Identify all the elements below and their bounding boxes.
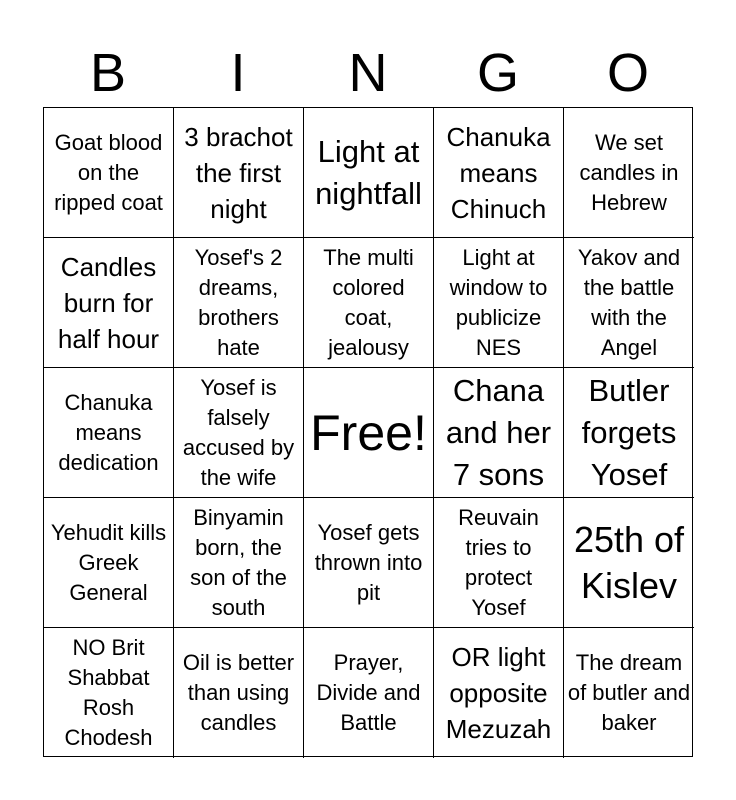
bingo-cell-4-0[interactable] (44, 628, 174, 758)
bingo-cell-4-4[interactable] (564, 628, 694, 758)
cell-text: Chanuka means dedication (58, 389, 159, 475)
cell-text: Reuvain tries to protect Yosef (458, 504, 539, 620)
cell-text: OR light opposite Mezuzah (445, 642, 552, 744)
bingo-cell-3-0[interactable] (44, 498, 174, 628)
cell-text: 3 brachot the first night (184, 121, 293, 224)
cell-text: Yosef is falsely accused by the wife (182, 374, 295, 490)
header-letter-i: I (230, 43, 246, 103)
cell-text: Candles burn for half hour (57, 251, 160, 354)
bingo-cell-2-3[interactable] (434, 368, 564, 498)
cell-text: Light at window to publicize NES (449, 244, 548, 360)
bingo-cell-1-3[interactable] (434, 238, 564, 368)
cell-text: Yakov and the battle with the Angel (577, 244, 681, 360)
cell-text: NO Brit Shabbat Rosh Chodesh (64, 635, 153, 750)
cell-text: The multi colored coat, jealousy (323, 244, 414, 360)
cell-text: 25th of Kislev (573, 518, 685, 606)
cell-text: Goat blood on the ripped coat (54, 129, 163, 215)
bingo-cell-3-3[interactable] (434, 498, 564, 628)
bingo-cell-1-1[interactable] (174, 238, 304, 368)
bingo-cell-2-4[interactable] (564, 368, 694, 498)
cell-text: Binyamin born, the son of the south (190, 504, 287, 620)
bingo-cell-4-2[interactable] (304, 628, 434, 758)
free-space-cell[interactable] (304, 368, 434, 498)
cell-text: Chanuka means Chinuch (446, 121, 551, 224)
bingo-cell-0-4[interactable] (564, 108, 694, 238)
bingo-cell-1-4[interactable] (564, 238, 694, 368)
header-letter-n: N (348, 43, 388, 103)
cell-text: Prayer, Divide and Battle (316, 650, 421, 735)
cell-text: Butler forgets Yosef (581, 372, 677, 492)
bingo-cell-0-3[interactable] (434, 108, 564, 238)
cell-text: Chana and her 7 sons (445, 372, 552, 492)
bingo-cell-0-0[interactable] (44, 108, 174, 238)
bingo-cell-2-1[interactable] (174, 368, 304, 498)
bingo-cell-0-2[interactable] (304, 108, 434, 238)
free-space-label: Free! (310, 404, 427, 461)
header-letter-o: O (606, 43, 649, 103)
bingo-board (43, 107, 693, 757)
header-letter-g: G (476, 43, 519, 103)
bingo-cell-3-2[interactable] (304, 498, 434, 628)
bingo-cell-2-0[interactable] (44, 368, 174, 498)
cell-text: We set candles in Hebrew (579, 129, 679, 215)
bingo-cell-4-1[interactable] (174, 628, 304, 758)
cell-text: The dream of butler and baker (567, 650, 691, 735)
bingo-cell-1-0[interactable] (44, 238, 174, 368)
bingo-cell-3-1[interactable] (174, 498, 304, 628)
bingo-cell-0-1[interactable] (174, 108, 304, 238)
bingo-cell-4-3[interactable] (434, 628, 564, 758)
bingo-cell-1-2[interactable] (304, 238, 434, 368)
cell-text: Yosef's 2 dreams, brothers hate (194, 244, 283, 360)
bingo-cell-3-4[interactable] (564, 498, 694, 628)
header-letter-b: B (89, 43, 127, 103)
cell-text: Yehudit kills Greek General (50, 519, 167, 605)
cell-text: Yosef gets thrown into pit (314, 519, 423, 605)
cell-text: Oil is better than using candles (182, 650, 295, 735)
bingo-header (43, 40, 693, 106)
cell-text: Light at nightfall (315, 133, 422, 211)
